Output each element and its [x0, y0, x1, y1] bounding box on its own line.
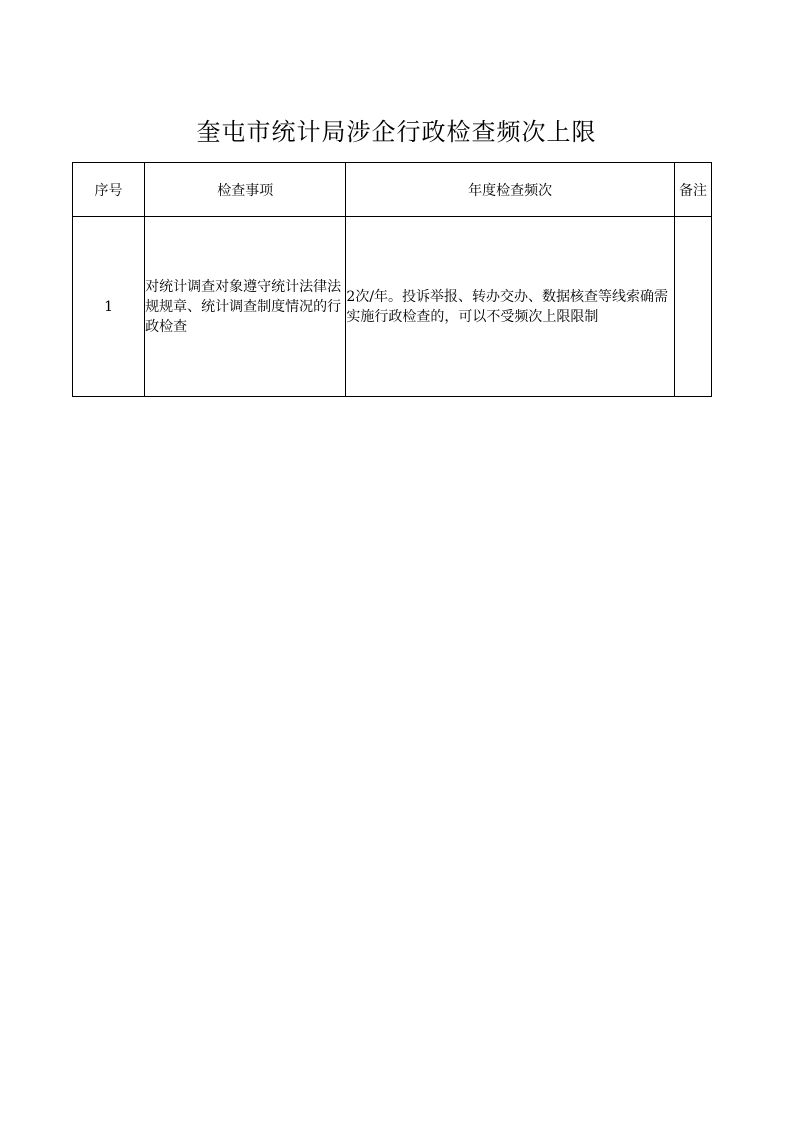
- table-row: [73, 217, 712, 397]
- row-item: 对统计调查对象遵守统计法律法规规章、统计调查制度情况的行政检查: [145, 217, 346, 397]
- header-no: 序号: [73, 163, 145, 217]
- document-title: 奎屯市统计局涉企行政检查频次上限: [196, 118, 597, 146]
- row-note: [674, 217, 711, 397]
- header-row: [73, 163, 712, 217]
- row-frequency: 2次/年。投诉举报、转办交办、数据核查等线索确需实施行政检查的，可以不受频次上限限制: [346, 217, 675, 397]
- row-no: 1: [73, 217, 145, 397]
- inspection-frequency-table: [72, 162, 712, 397]
- table-body: [73, 217, 712, 397]
- header-frequency: 年度检查频次: [346, 163, 675, 217]
- header-note: 备注: [674, 163, 711, 217]
- table-header: [73, 163, 712, 217]
- header-item: 检查事项: [145, 163, 346, 217]
